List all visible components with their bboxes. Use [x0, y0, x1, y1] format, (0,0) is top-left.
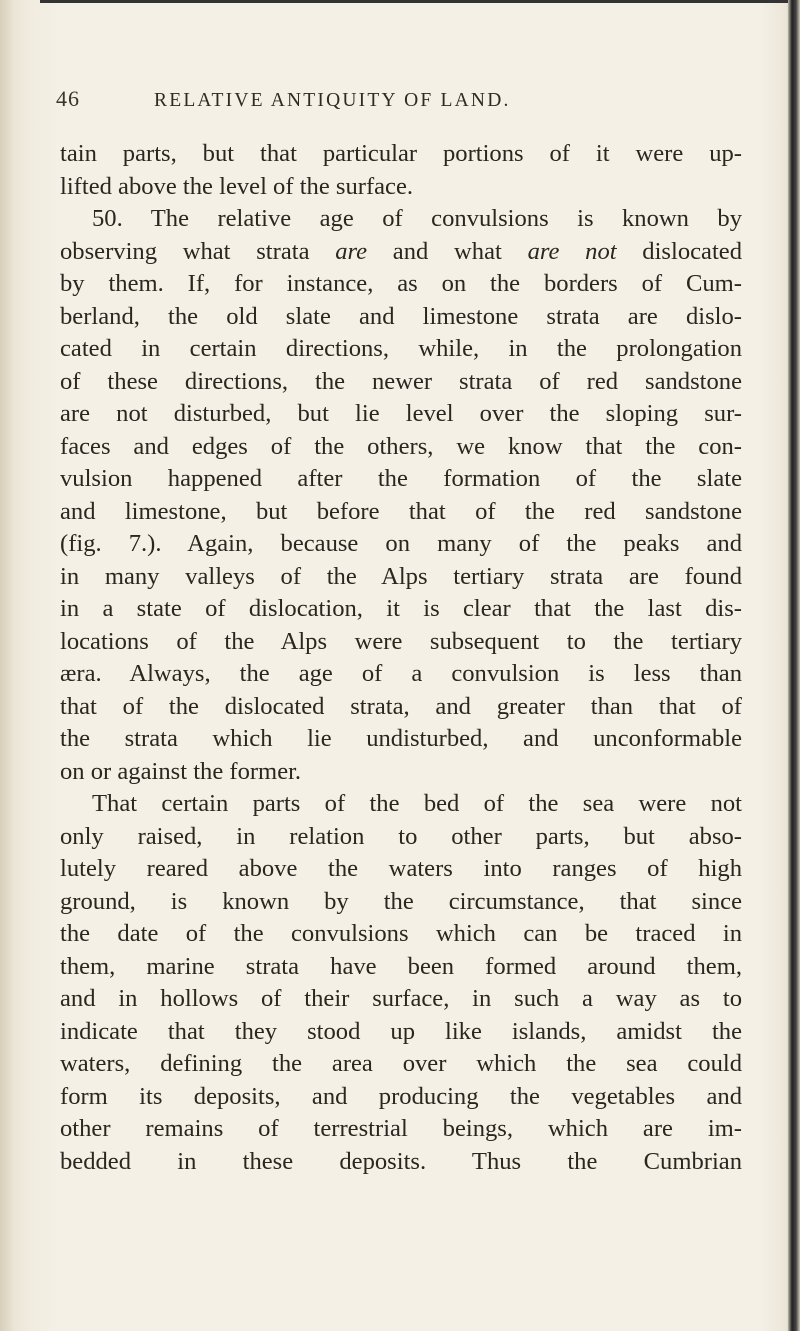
- text-line: by them. If, for instance, as on the borders of Cum-: [60, 270, 742, 297]
- text-segment: observing what strata: [60, 237, 336, 265]
- text-line: (fig. 7.). Again, because on many of the peaks and: [60, 530, 742, 557]
- text-line: indicate that they stood up like islands, amidst the: [60, 1017, 742, 1045]
- text-line: the date of the convulsions which can be traced in: [60, 920, 742, 947]
- text-line: waters, defining the area over which the sea could: [60, 1050, 742, 1077]
- body-text: [60, 138, 742, 1178]
- text-line: [60, 236, 742, 269]
- text-line: form its deposits, and producing the vegetables and: [60, 1082, 742, 1110]
- italic-text: are: [335, 237, 368, 265]
- text-line: in a state of dislocation, it is clear that the last dis-: [60, 595, 742, 622]
- text-line: æra. Always, the age of a convulsion is less than: [60, 660, 742, 687]
- text-segment: dislocated: [616, 237, 743, 265]
- text-segment: and what: [367, 237, 528, 265]
- text-line: the strata which lie undisturbed, and unconformable: [60, 725, 742, 752]
- page-right-edge: [788, 0, 800, 1331]
- text-line: in many valleys of the Alps tertiary strata are found: [60, 562, 742, 590]
- text-line: them, marine strata have been formed around them,: [60, 952, 742, 980]
- text-line: and in hollows of their surface, in such a way as to: [60, 985, 742, 1012]
- page-top-border: [40, 0, 800, 3]
- text-line: faces and edges of the others, we know that the con-: [60, 432, 742, 460]
- text-line: only raised, in relation to other parts, but abso-: [60, 822, 742, 850]
- text-line: ground, is known by the circumstance, that since: [60, 887, 742, 915]
- text-line: are not disturbed, but lie level over the sloping sur-: [60, 400, 742, 427]
- text-line: vulsion happened after the formation of the slate: [60, 465, 742, 492]
- text-line: lifted above the level of the surface.: [60, 172, 414, 200]
- italic-text: are not: [527, 237, 617, 265]
- text-line: bedded in these deposits. Thus the Cumbrian: [60, 1147, 742, 1175]
- text-line: that of the dislocated strata, and greater than that of: [60, 692, 742, 720]
- text-line: locations of the Alps were subsequent to the tertiary: [60, 627, 742, 655]
- text-line: and limestone, but before that of the red sandstone: [60, 497, 742, 525]
- text-line: [60, 203, 742, 236]
- page-left-shadow: [0, 0, 14, 1331]
- text-line: cated in certain directions, while, in the prolongation: [60, 335, 742, 362]
- text-line: tain parts, but that particular portions of it were up-: [60, 140, 742, 167]
- text-line: That certain parts of the bed of the sea were not: [92, 790, 742, 817]
- page-number: 46: [56, 86, 80, 111]
- text-line: berland, the old slate and limestone strata are dislo-: [60, 302, 742, 330]
- page-header: [56, 78, 756, 118]
- text-line: other remains of terrestrial beings, which are im-: [60, 1115, 742, 1142]
- text-line: of these directions, the newer strata of red sandstone: [60, 367, 742, 395]
- text-segment: 50. The relative age of convulsions is known by: [92, 205, 742, 232]
- text-line: on or against the former.: [60, 757, 302, 785]
- text-line: lutely reared above the waters into ranges of high: [60, 855, 742, 882]
- running-head: RELATIVE ANTIQUITY OF LAND.: [154, 90, 511, 111]
